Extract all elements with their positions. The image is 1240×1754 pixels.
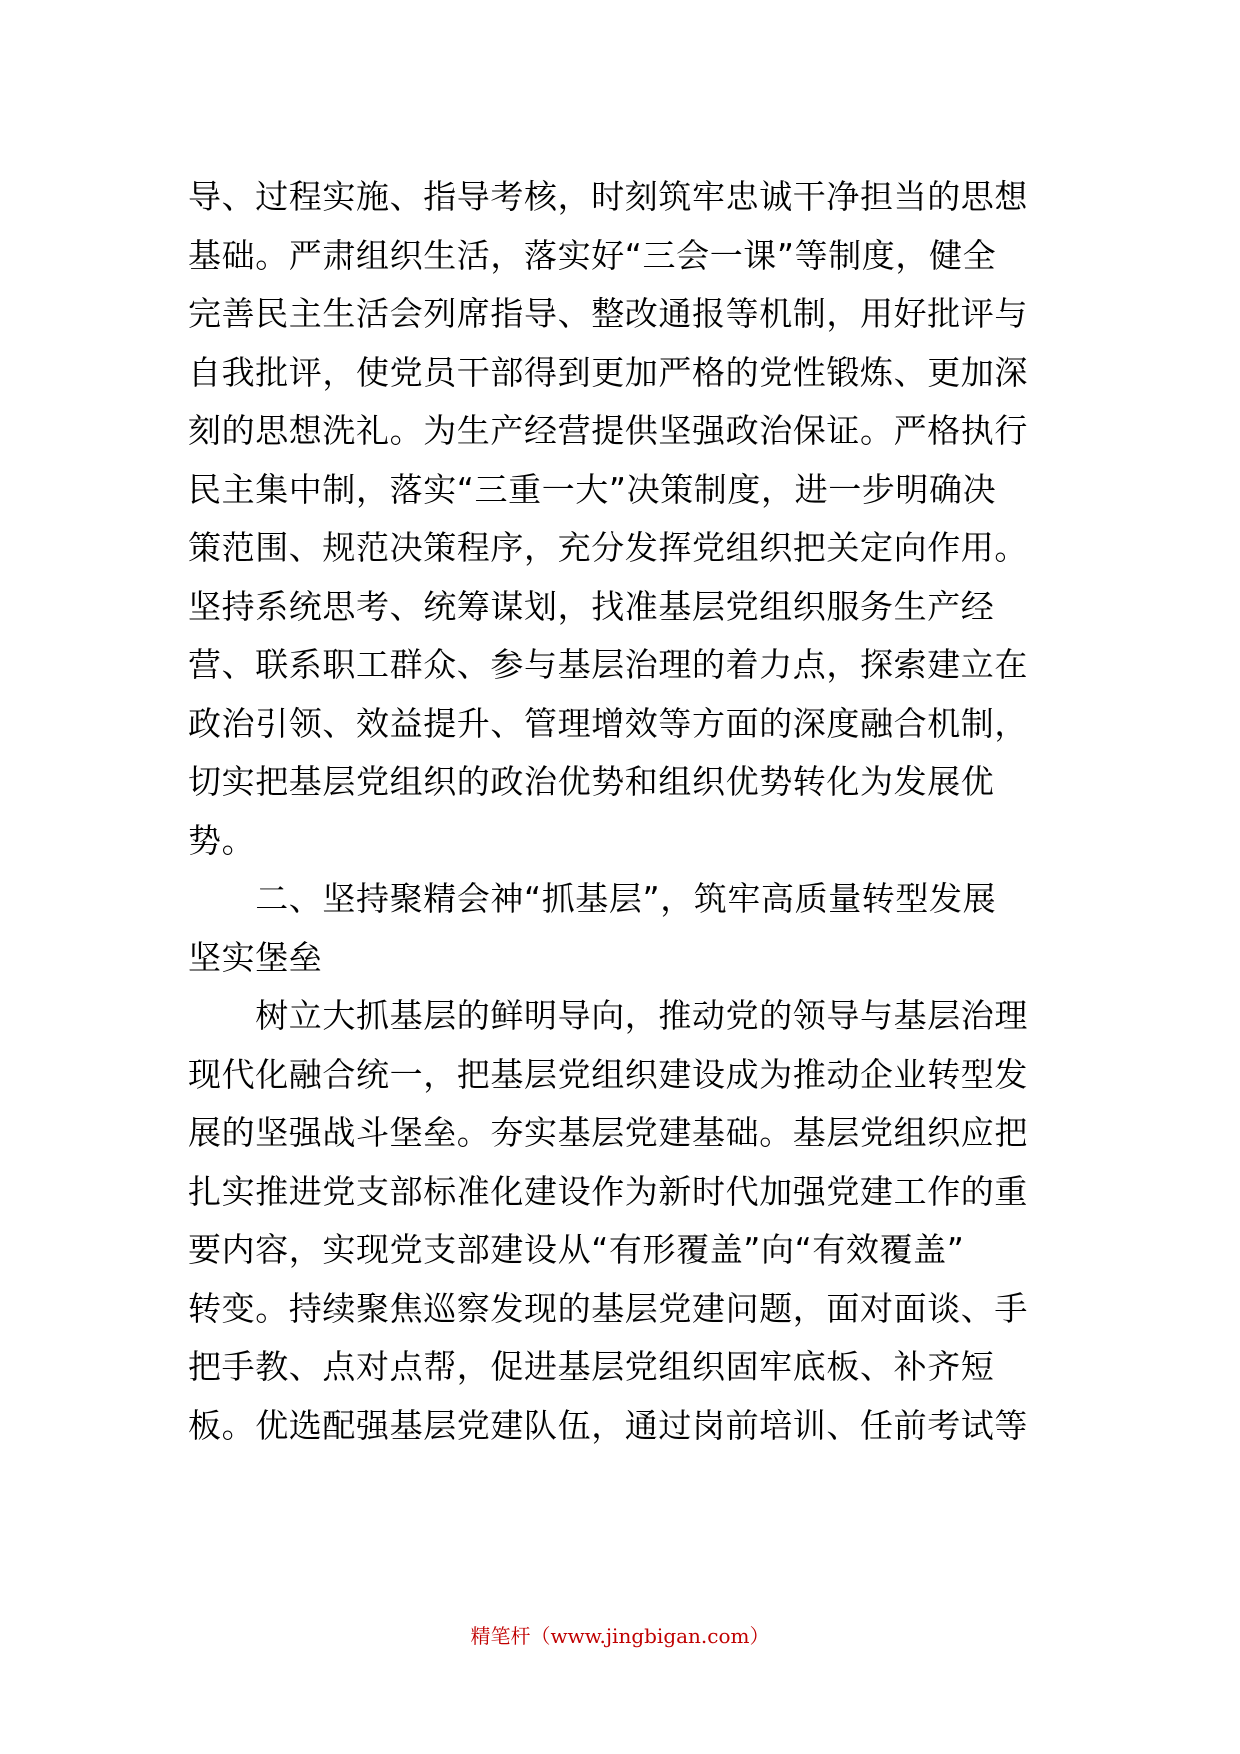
text-line: 把手教、点对点帮，促进基层党组织固牢底板、补齐短 [188,1347,995,1386]
text-line: 完善民主生活会列席指导、整改通报等机制，用好批评与 [188,294,1028,333]
text-line: 切实把基层党组织的政治优势和组织优势转化为发展优 [188,762,995,801]
text-line: 扎实推进党支部标准化建设作为新时代加强党建工作的重 [188,1171,1028,1211]
text-line: 营、联系职工群众、参与基层治理的着力点，探索建立在 [188,645,1028,684]
text-line: 导、过程实施、指导考核，时刻筑牢忠诚干净担当的思想 [188,177,1028,216]
text-line: 政治引领、效益提升、管理增效等方面的深度融合机制， [188,703,1028,743]
text-line: 转变。持续聚焦巡察发现的基层党建问题，面对面谈、手 [188,1288,1028,1328]
section-heading-line: 坚实堡垒 [188,937,323,977]
text-line: 刻的思想洗礼。为生产经营提供坚强政治保证。严格执行 [188,411,1028,450]
text-line: 自我批评，使党员干部得到更加严格的党性锻炼、更加深 [188,352,1028,392]
text-line: 民主集中制，落实“三重一大”决策制度，进一步明确决 [188,469,997,509]
footer-watermark: 精笔杆（www.jingbigan.com） [470,1624,770,1648]
section-heading-line: 二、坚持聚精会神“抓基层”，筑牢高质量转型发展 [188,879,997,918]
text-line: 坚持系统思考、统筹谋划，找准基层党组织服务生产经 [188,586,995,626]
text-line: 基础。严肃组织生活，落实好“三会一课”等制度，健全 [188,235,997,275]
text-line: 现代化融合统一，把基层党组织建设成为推动企业转型发 [188,1054,1028,1094]
text-line: 要内容，实现党支部建设从“有形覆盖”向“有效覆盖” [188,1230,965,1269]
text-line: 策范围、规范决策程序，充分发挥党组织把关定向作用。 [188,528,1028,567]
text-line: 板。优选配强基层党建队伍，通过岗前培训、任前考试等 [188,1405,1028,1445]
text-line: 展的坚强战斗堡垒。夯实基层党建基础。基层党组织应把 [188,1113,1028,1152]
text-line: 势。 [188,820,256,860]
text-line: 树立大抓基层的鲜明导向，推动党的领导与基层治理 [188,996,1028,1035]
body-text [188,168,1058,1455]
